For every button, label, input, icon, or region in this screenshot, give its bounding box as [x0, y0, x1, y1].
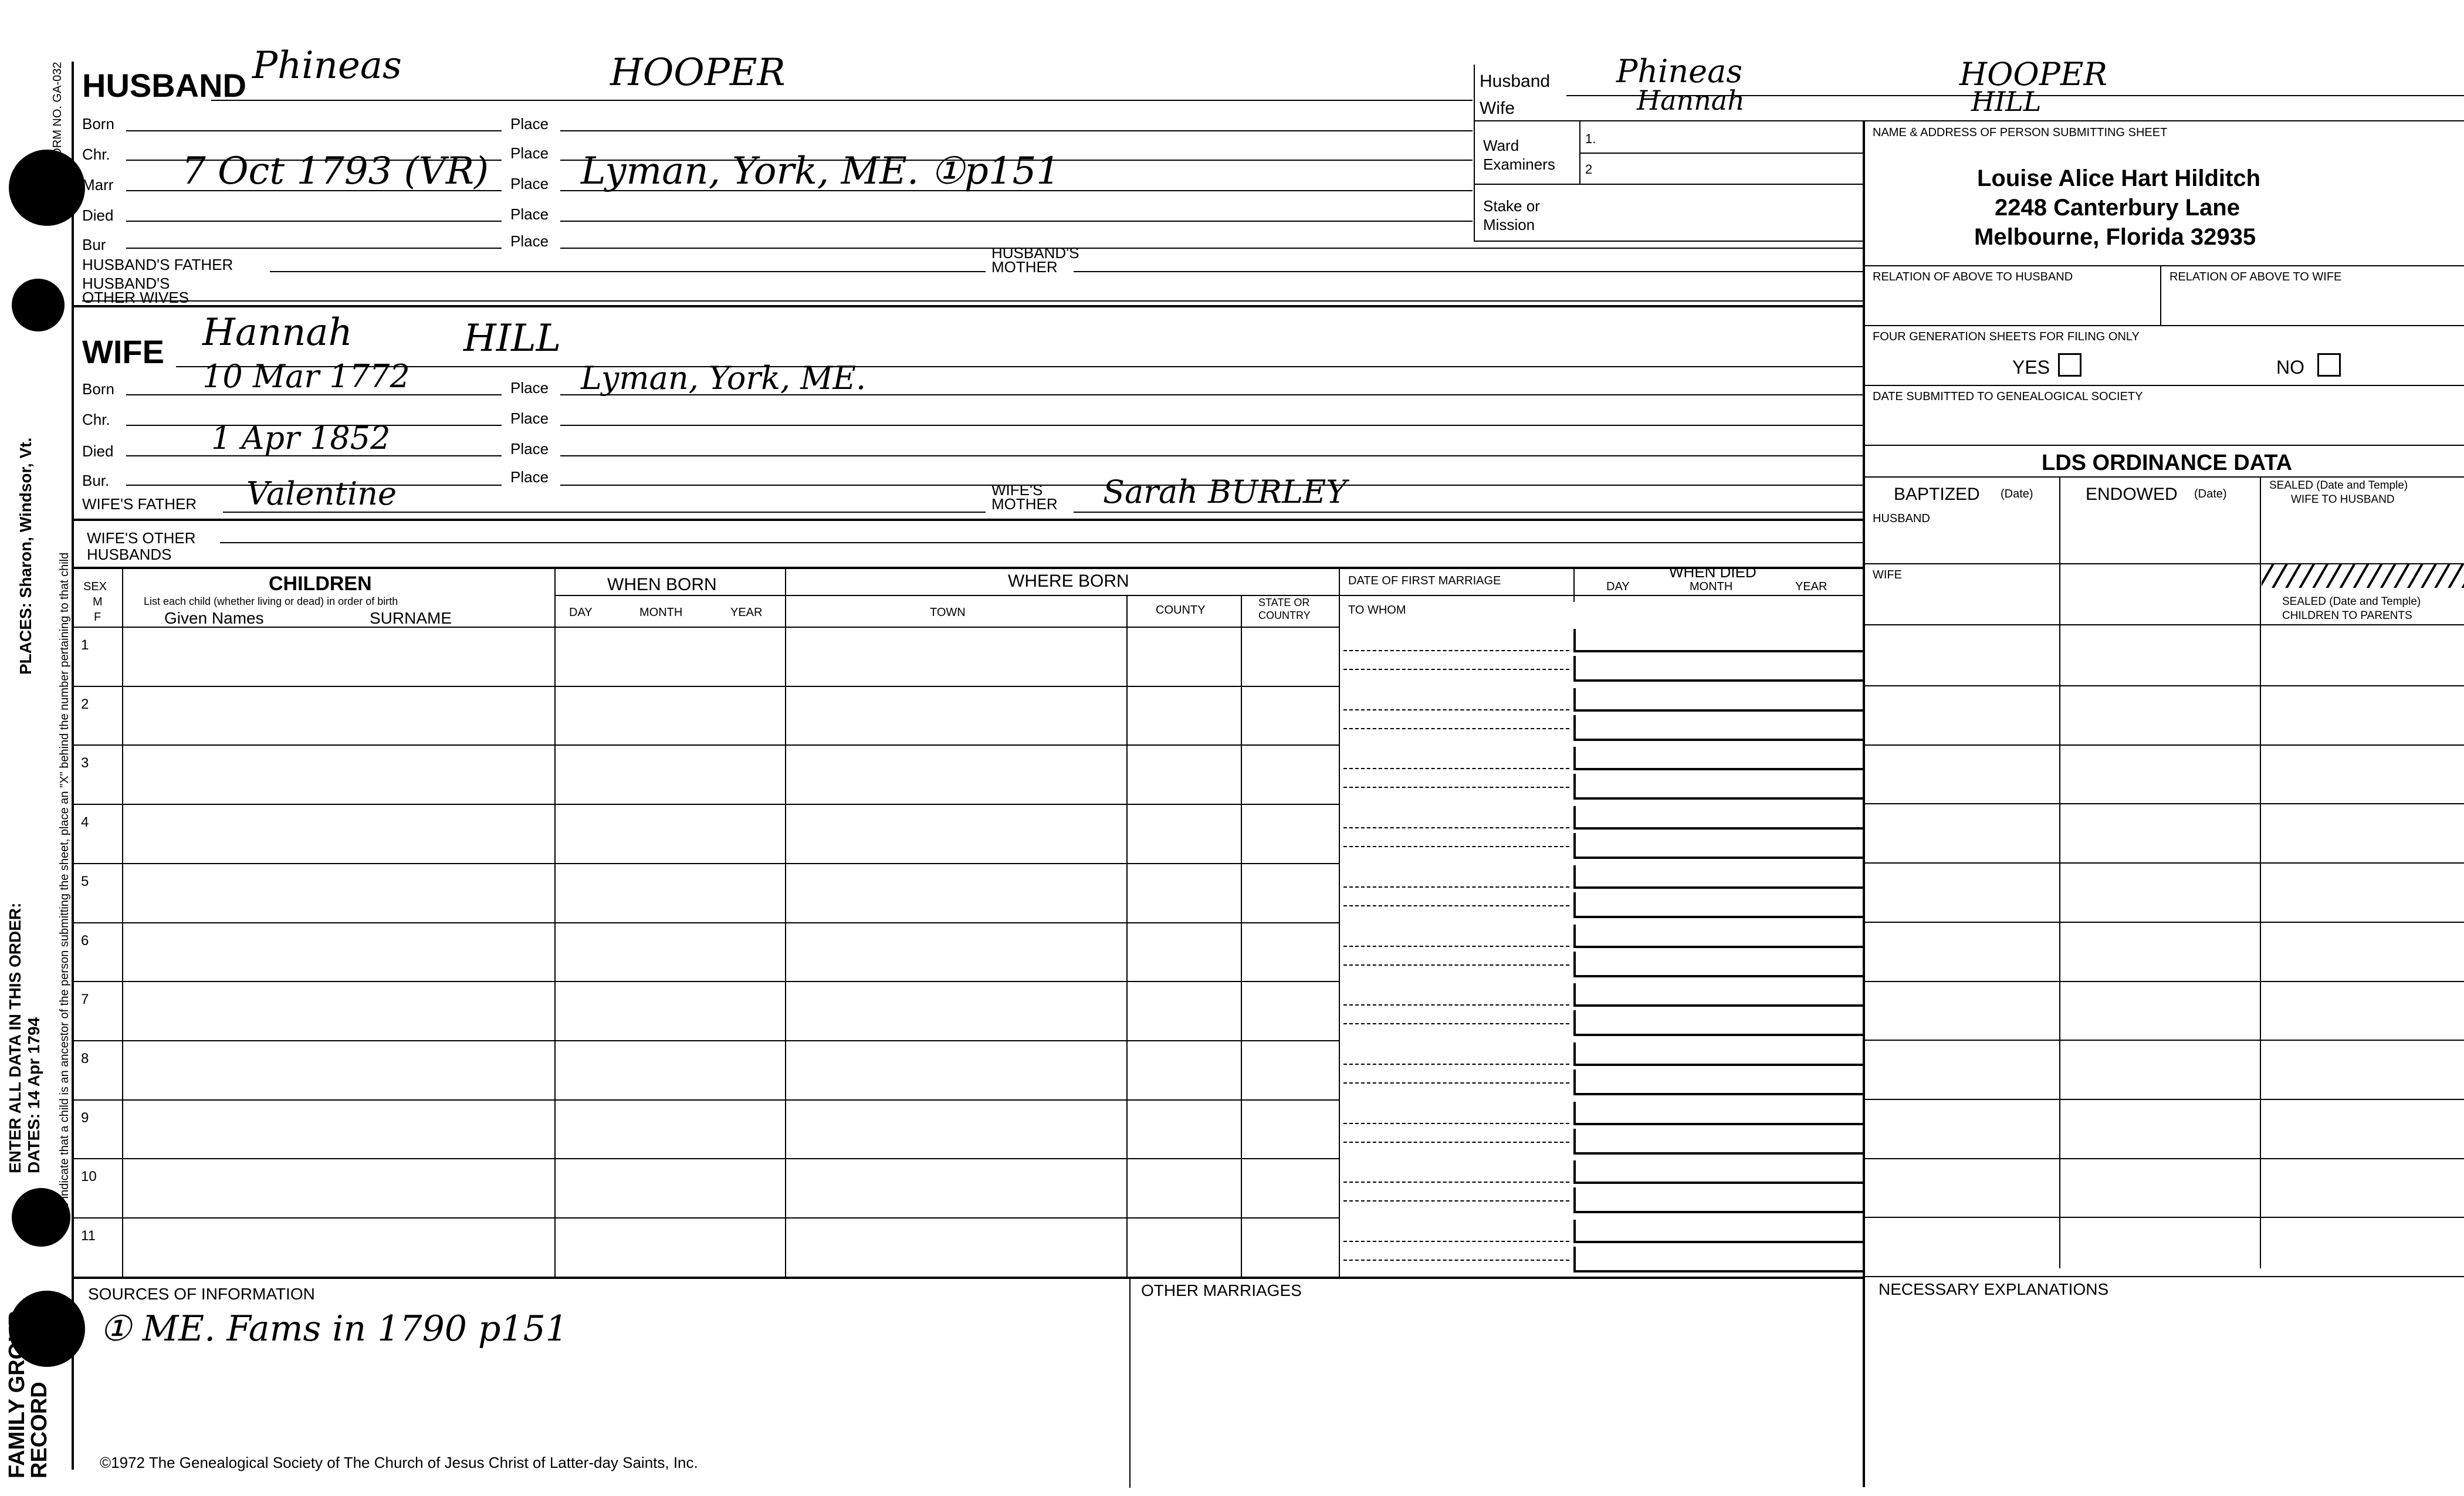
wife-given-name: Hannah — [202, 311, 353, 354]
child-death-place-field[interactable] — [1573, 715, 1863, 741]
husband-marr-line — [126, 190, 502, 191]
died-year-label: YEAR — [1795, 580, 1827, 593]
husband-father-line — [270, 271, 986, 272]
wife-mother-label-2: MOTHER — [991, 495, 1058, 513]
no-label: NO — [2276, 357, 2304, 378]
wife-died-line — [126, 455, 502, 456]
lds-husband-label: HUSBAND — [1873, 512, 1930, 525]
four-gen-bottom — [1863, 385, 2464, 386]
child-death-date-field[interactable] — [1573, 1220, 1863, 1243]
children-subheader-line — [554, 595, 1573, 596]
child-marriage-date-line — [1343, 1064, 1569, 1065]
lds-row-divider — [1863, 1217, 2464, 1218]
born-month-label: MONTH — [639, 606, 683, 619]
husband-died-place-label: Place — [510, 205, 549, 223]
ward-examiner-line — [1474, 184, 1863, 185]
stake-line — [1474, 241, 1863, 242]
ward-examiner-divider — [1579, 120, 1580, 184]
children-state-divider — [1339, 567, 1340, 1277]
when-died-label: WHEN DIED — [1669, 563, 1756, 581]
children-town-divider — [1126, 595, 1128, 1277]
first-marriage-label: DATE OF FIRST MARRIAGE — [1348, 574, 1501, 587]
stake-label-2: Mission — [1483, 216, 1535, 233]
child-spouse-line — [1343, 1142, 1569, 1143]
died-header-line — [1573, 595, 1863, 596]
husband-mother-line — [1074, 271, 1863, 272]
children-died-divider — [1573, 567, 1575, 602]
child-marriage-date-line — [1343, 650, 1569, 651]
child-row-number: 7 — [81, 991, 89, 1008]
child-row-divider — [72, 1040, 1339, 1041]
state-label-2: COUNTRY — [1258, 610, 1311, 621]
yes-checkbox[interactable] — [2058, 353, 2081, 377]
child-death-date-field[interactable] — [1573, 806, 1863, 830]
child-death-place-field[interactable] — [1573, 1069, 1863, 1095]
ward-box-left — [1474, 65, 1475, 242]
child-spouse-line — [1343, 846, 1569, 847]
husband-marr-place-line — [560, 190, 1473, 191]
lds-row-divider — [1863, 1158, 2464, 1159]
lds-row-divider — [1863, 1276, 2464, 1277]
wife-born-date: 10 Mar 1772 — [202, 358, 410, 395]
submitter-label: NAME & ADDRESS OF PERSON SUBMITTING SHEET — [1873, 126, 2168, 139]
other-marriages-label: OTHER MARRIAGES — [1141, 1281, 1302, 1299]
child-marriage-date-line — [1343, 709, 1569, 710]
lds-sealed-children-1: SEALED (Date and Temple) — [2282, 595, 2421, 608]
lds-col-divider-1 — [2059, 476, 2060, 1268]
form-number: FORM NO. GA-032 — [51, 62, 64, 164]
lds-col-divider-2 — [2260, 476, 2261, 1268]
ward-label-1: Ward — [1483, 137, 1519, 154]
wife-section-bottom — [72, 567, 1864, 569]
lds-sealed-wife-1: SEALED (Date and Temple) — [2269, 479, 2408, 492]
child-row-divider — [72, 1217, 1339, 1219]
lds-wife-label: WIFE — [1873, 568, 1902, 581]
child-death-place-field[interactable] — [1573, 656, 1863, 682]
wife-other-husbands-line — [220, 542, 1863, 543]
husband-given-name: Phineas — [252, 44, 402, 87]
child-row-number: 1 — [81, 637, 89, 653]
child-death-place-field[interactable] — [1573, 952, 1863, 977]
wife-surname: HILL — [463, 317, 561, 360]
child-spouse-line — [1343, 964, 1569, 966]
husband-bur-place-label: Place — [510, 232, 549, 250]
wife-died-label: Died — [82, 442, 114, 460]
child-death-date-field[interactable] — [1573, 747, 1863, 770]
husband-other-wives-label-1: HUSBAND'S — [82, 275, 170, 292]
ward-husband-label: Husband — [1480, 72, 1551, 91]
husband-bur-line — [126, 248, 502, 249]
husband-section-bottom — [72, 305, 1864, 307]
wife-chr-place-label: Place — [510, 409, 549, 427]
child-spouse-line — [1343, 728, 1569, 729]
husband-chr-place-label: Place — [510, 144, 549, 162]
child-row-divider — [72, 804, 1339, 805]
child-death-date-field[interactable] — [1573, 688, 1863, 712]
child-marriage-date-line — [1343, 827, 1569, 828]
died-day-label: DAY — [1606, 580, 1630, 593]
children-f-label: F — [94, 611, 101, 624]
child-death-date-field[interactable] — [1573, 865, 1863, 889]
lds-sealed-children-2: CHILDREN TO PARENTS — [2282, 610, 2412, 622]
wife-mother-line — [1074, 512, 1863, 513]
children-title: CHILDREN — [269, 573, 372, 595]
dates-instruction: DATES: 14 Apr 1794 — [25, 1017, 43, 1173]
children-m-label: M — [93, 595, 103, 608]
lds-sealed-wife-2: WIFE TO HUSBAND — [2291, 493, 2395, 506]
children-header-bottom — [72, 627, 1339, 628]
child-death-date-field[interactable] — [1573, 1102, 1863, 1125]
relation-divider — [2160, 265, 2161, 325]
child-spouse-line — [1343, 1082, 1569, 1084]
child-marriage-date-line — [1343, 1182, 1569, 1183]
husband-surname: HOOPER — [610, 51, 786, 94]
state-label-1: STATE OR — [1258, 597, 1310, 608]
wife-other-husbands-label-1: WIFE'S OTHER — [87, 529, 196, 547]
wife-bur-place-label: Place — [510, 468, 549, 486]
places-instruction: PLACES: Sharon, Windsor, Vt. — [16, 437, 35, 675]
family-group-record-title — [6, 1232, 50, 1478]
child-death-place-field[interactable] — [1573, 833, 1863, 859]
child-death-place-field[interactable] — [1573, 892, 1863, 918]
husband-chr-label: Chr. — [82, 145, 110, 163]
ward-husband-given: Phineas — [1616, 53, 1743, 90]
children-instructions: List each child (whether living or dead) in order of birth — [144, 595, 398, 607]
child-row-number: 6 — [81, 932, 89, 949]
husband-mother-label-1: HUSBAND'S — [991, 244, 1079, 262]
died-month-label: MONTH — [1690, 580, 1733, 593]
child-row-number: 5 — [81, 873, 89, 889]
ward-wife-given: Hannah — [1637, 84, 1745, 116]
wife-father-line — [223, 512, 986, 513]
children-given-names-label: Given Names — [164, 609, 264, 627]
child-marriage-date-line — [1343, 1123, 1569, 1124]
wife-chr-place-line — [560, 425, 1863, 426]
when-born-label: WHEN BORN — [607, 575, 717, 594]
husband-bur-place-line — [560, 248, 1863, 249]
ward-label-2: Examiners — [1483, 155, 1555, 173]
husband-died-line — [126, 221, 502, 222]
wife-father-value: Valentine — [246, 475, 397, 512]
submitter-bottom — [1863, 265, 2464, 266]
husband-died-label: Died — [82, 207, 114, 224]
wife-died-place-line — [560, 455, 1863, 456]
copyright-text: ©1972 The Genealogical Society of The Church of Jesus Christ of Latter-day Saints, Inc. — [100, 1454, 698, 1471]
husband-other-wives-label-2: OTHER WIVES — [82, 289, 189, 306]
lds-hatched-area — [2262, 564, 2464, 588]
child-row-number: 10 — [81, 1169, 97, 1185]
child-death-date-field[interactable] — [1573, 983, 1863, 1007]
child-death-place-field[interactable] — [1573, 1129, 1863, 1155]
relation-wife-label: RELATION OF ABOVE TO WIFE — [2169, 270, 2342, 283]
child-death-place-field[interactable] — [1573, 1247, 1863, 1272]
lds-row-divider — [1863, 981, 2464, 982]
date-submitted-bottom — [1863, 445, 2464, 446]
child-row-number: 4 — [81, 814, 89, 831]
instruction-vertical: To indicate that a child is an ancestor of the person submitting the sheet, place an "X" behind the number pertaining to that child — [58, 552, 71, 1214]
county-label: COUNTY — [1156, 604, 1206, 617]
lds-row-divider — [1863, 922, 2464, 923]
to-whom-label: TO WHOM — [1348, 604, 1406, 617]
husband-bur-label: Bur — [82, 236, 106, 253]
child-spouse-line — [1343, 787, 1569, 788]
husband-marr-place-label: Place — [510, 175, 549, 192]
child-row-divider — [72, 744, 1339, 746]
four-gen-label: FOUR GENERATION SHEETS FOR FILING ONLY — [1873, 330, 2140, 343]
wife-chr-label: Chr. — [82, 411, 110, 428]
wife-born-place: Lyman, York, ME. — [581, 360, 867, 397]
wife-other-husbands-label-2: HUSBANDS — [87, 546, 172, 563]
wife-name-line — [176, 366, 1863, 367]
wife-bur-label: Bur. — [82, 472, 110, 489]
born-day-label: DAY — [569, 606, 593, 619]
lds-row-divider — [1863, 803, 2464, 804]
town-label: TOWN — [930, 606, 966, 619]
child-marriage-date-line — [1343, 1241, 1569, 1242]
enter-order-instruction: ENTER ALL DATA IN THIS ORDER: — [6, 902, 24, 1173]
yes-label: YES — [2012, 357, 2050, 378]
wife-died-place-label: Place — [510, 440, 549, 458]
husband-father-label: HUSBAND'S FATHER — [82, 256, 233, 273]
ward-husband-surname: HOOPER — [1959, 56, 2108, 93]
lds-row-divider — [1863, 1099, 2464, 1100]
child-death-place-field[interactable] — [1573, 1010, 1863, 1036]
husband-marr-place: Lyman, York, ME. ①p151 — [581, 150, 1060, 193]
submitter-city: Melbourne, Florida 32935 — [1974, 224, 2256, 250]
children-county-divider — [1241, 595, 1242, 1277]
where-born-label: WHERE BORN — [1008, 571, 1129, 591]
child-marriage-date-line — [1343, 768, 1569, 769]
lds-title: LDS ORDINANCE DATA — [2042, 451, 2293, 475]
child-death-date-field[interactable] — [1573, 925, 1863, 948]
ward-examiner-2: 2 — [1585, 162, 1593, 177]
lds-title-line — [1863, 476, 2464, 478]
wife-died-date: 1 Apr 1852 — [211, 419, 391, 456]
relation-husband-label: RELATION OF ABOVE TO HUSBAND — [1873, 270, 2073, 283]
no-checkbox[interactable] — [2317, 353, 2341, 377]
ward-wife-surname: HILL — [1971, 86, 2042, 117]
husband-born-place-label: Place — [510, 115, 549, 133]
child-row-divider — [72, 1158, 1339, 1159]
child-spouse-line — [1343, 669, 1569, 670]
child-row-number: 9 — [81, 1109, 89, 1126]
footer-other-marriages-divider — [1129, 1277, 1131, 1488]
sources-value: ① ME. Fams in 1790 p151 — [100, 1308, 568, 1349]
lds-row-divider — [1863, 744, 2464, 746]
child-death-place-field[interactable] — [1573, 774, 1863, 800]
child-row-number: 3 — [81, 755, 89, 771]
ward-examiner-1: 1. — [1585, 131, 1596, 146]
child-death-date-field[interactable] — [1573, 629, 1863, 652]
born-year-label: YEAR — [730, 606, 763, 619]
child-row-number: 8 — [81, 1050, 89, 1067]
necessary-explanations-label: NECESSARY EXPLANATIONS — [1879, 1280, 2109, 1298]
child-row-divider — [72, 686, 1339, 687]
lds-wife-bottom — [1863, 624, 2464, 625]
child-row-divider — [72, 1099, 1339, 1101]
husband-died-place-line — [560, 221, 1473, 222]
ward-wife-label: Wife — [1480, 99, 1515, 118]
child-row-number: 11 — [81, 1228, 96, 1244]
wife-heading: WIFE — [82, 333, 164, 370]
children-surname-label: SURNAME — [370, 609, 452, 627]
wife-born-line — [126, 394, 502, 395]
husband-marr-date: 7 Oct 1793 (VR) — [182, 150, 489, 193]
wife-mother-label-1: WIFE'S — [991, 481, 1043, 499]
stake-label-1: Stake or — [1483, 197, 1540, 215]
child-death-date-field[interactable] — [1573, 1043, 1863, 1066]
sources-label: SOURCES OF INFORMATION — [88, 1285, 315, 1303]
wife-born-place-label: Place — [510, 379, 549, 397]
husband-born-label: Born — [82, 115, 114, 133]
child-marriage-date-line — [1343, 886, 1569, 888]
husband-name-line — [211, 100, 1473, 101]
child-spouse-line — [1343, 1200, 1569, 1201]
husband-marr-label: Marr — [82, 176, 114, 194]
submitter-street: 2248 Canterbury Lane — [1995, 195, 2240, 221]
form-left-border — [72, 62, 74, 1470]
ward-examiner-1-line — [1579, 153, 1863, 154]
date-submitted-label: DATE SUBMITTED TO GENEALOGICAL SOCIETY — [1873, 390, 2143, 403]
wife-born-place-line — [560, 394, 1863, 395]
husband-born-line — [126, 130, 502, 131]
lds-endowed: ENDOWED — [2086, 485, 2178, 504]
child-marriage-date-line — [1343, 946, 1569, 947]
children-sex-label: SEX — [83, 580, 107, 593]
submitter-name: Louise Alice Hart Hilditch — [1977, 165, 2261, 191]
child-row-divider — [72, 981, 1339, 982]
husband-heading: HUSBAND — [82, 67, 246, 104]
child-death-place-field[interactable] — [1573, 1187, 1863, 1213]
lds-row-divider — [1863, 685, 2464, 686]
ward-wife-line — [1474, 120, 2464, 121]
wife-father-label: WIFE'S FATHER — [82, 495, 197, 513]
family-group-record-text: FAMILY GROUP RECORD — [5, 1311, 52, 1478]
binder-hole-2 — [12, 279, 65, 331]
child-row-divider — [72, 863, 1339, 864]
child-spouse-line — [1343, 1260, 1569, 1261]
husband-other-wives-line — [82, 300, 1863, 302]
relation-bottom — [1863, 325, 2464, 326]
child-spouse-line — [1343, 905, 1569, 906]
children-table-bottom — [72, 1277, 1864, 1279]
lds-baptized-date: (Date) — [2001, 488, 2033, 500]
child-row-divider — [72, 922, 1339, 923]
lds-baptized: BAPTIZED — [1894, 485, 1980, 504]
lds-row-divider — [1863, 1040, 2464, 1041]
husband-mother-label-2: MOTHER — [991, 258, 1058, 276]
wife-father-bottom — [72, 519, 1864, 521]
child-row-number: 2 — [81, 696, 89, 712]
wife-mother-value: Sarah BURLEY — [1103, 473, 1347, 510]
lds-row-divider — [1863, 862, 2464, 864]
husband-born-place-line — [560, 130, 1473, 131]
child-death-date-field[interactable] — [1573, 1160, 1863, 1184]
child-spouse-line — [1343, 1023, 1569, 1024]
lds-endowed-date: (Date) — [2194, 488, 2227, 500]
child-marriage-date-line — [1343, 1004, 1569, 1006]
wife-born-label: Born — [82, 380, 114, 398]
